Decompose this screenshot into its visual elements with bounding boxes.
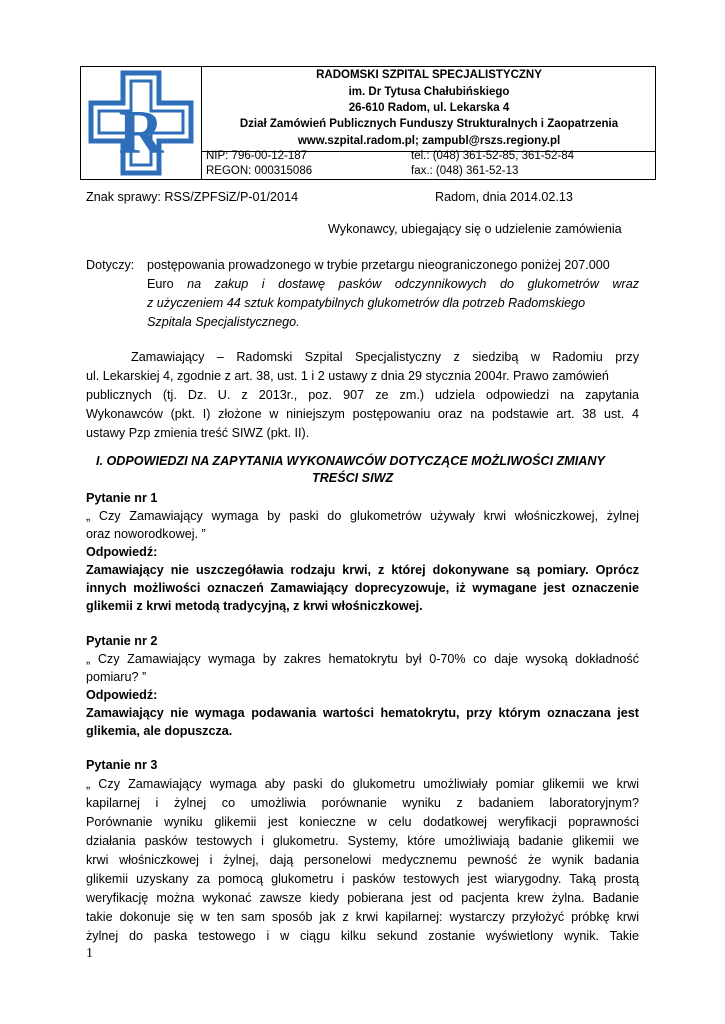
subject-line-2-plain: Euro <box>147 277 188 291</box>
subject-line-3: z użyczeniem 44 sztuk kompatybilnych glukometrów dla potrzeb Radomskiego <box>147 296 586 310</box>
answer-2-text: glikemia, ale dopuszcza. <box>86 724 233 738</box>
hospital-address: 26-610 Radom, ul. Lekarska 4 <box>348 102 510 114</box>
addressee: Wykonawcy, ubiegający się o udzielenie zamówienia <box>328 222 622 236</box>
intro-line: ul. Lekarskiej 4, zgodnie z art. 38, ust. 1 i 2 ustawy z dnia 29 stycznia 2004r. Prawo zamówień <box>86 369 609 383</box>
web-email: www.szpital.radom.pl; zampubl@rszs.regiony.pl <box>297 135 561 147</box>
logo-letter: R <box>118 99 164 167</box>
intro-line: Wykonawców (pkt. I) złożone w niniejszym postępowaniu oraz na podstawie art. 38 ust. 4 <box>86 407 639 421</box>
fax-number: fax.: (048) 361-52-13 <box>411 165 519 177</box>
question-1-text: „ Czy Zamawiający wymaga by paski do glukometrów używały krwi włośniczkowej, żylnej <box>86 509 639 523</box>
question-3-text: weryfikację można wykonać zawsze kiedy pobierana jest od pacjenta krew żylna. Badanie <box>86 891 639 905</box>
question-3-title: Pytanie nr 3 <box>86 758 158 772</box>
answer-1-text: innych możliwości oznaczeń Zamawiający doprecyzowuje, iż wymagane jest oznaczenie <box>86 581 639 595</box>
question-3-text: Porównanie wyniku glikemii jest konieczne w celu dodatkowej weryfikacji poprawności <box>86 815 639 829</box>
subject-line-2-italic: na zakup i dostawę pasków odczynnikowych do glukometrów wraz <box>187 277 639 291</box>
question-2-text: „ Czy Zamawiający wymaga by zakres hematokrytu był 0-70% co daje wysoką dokładność <box>86 652 639 666</box>
hospital-patron: im. Dr Tytusa Chałubińskiego <box>348 86 510 98</box>
question-3-text: działania pasków testowych i glukometru. Systemy, które umożliwiają badanie glikemii we <box>86 834 639 848</box>
answer-2-text: Zamawiający nie wymaga podawania wartości hematokrytu, przy którym oznaczana jest <box>86 706 639 720</box>
section-heading-cont: TREŚCI SIWZ <box>312 471 394 485</box>
subject-line-4: Szpitala Specjalistycznego. <box>147 315 300 329</box>
question-1-title: Pytanie nr 1 <box>86 491 158 505</box>
hospital-logo <box>81 67 202 179</box>
question-2-text: pomiaru? ” <box>86 670 147 684</box>
intro-line: Zamawiający – Radomski Szpital Specjalistyczny z siedzibą w Radomiu przy <box>131 350 639 364</box>
regon-number: REGON: 000315086 <box>206 165 313 177</box>
question-3-text: „ Czy Zamawiający wymaga aby paski do glukometru umożliwiały pomiar glikemii we krwi <box>86 777 639 791</box>
answer-2-label: Odpowiedź: <box>86 688 158 702</box>
case-number: Znak sprawy: RSS/ZPFSiZ/P-01/2014 <box>86 190 299 204</box>
subject-line-1: postępowania prowadzonego w trybie przetargu nieograniczonego poniżej 207.000 <box>147 258 610 272</box>
letterhead <box>80 66 656 180</box>
answer-1-text: Zamawiający nie uszczegóławia rodzaju krwi, z której dokonywane są pomiary. Oprócz <box>86 563 639 577</box>
intro-line: ustawy Pzp zmienia treść SIWZ (pkt. II). <box>86 426 310 440</box>
department-name: Dział Zamówień Publicznych Funduszy Strukturalnych i Zaopatrzenia <box>239 118 619 130</box>
subject-label: Dotyczy: <box>86 258 135 272</box>
section-heading: I. ODPOWIEDZI NA ZAPYTANIA WYKONAWCÓW DOTYCZĄCE MOŻLIWOŚCI ZMIANY <box>96 454 605 468</box>
question-3-text: krwi włośniczkowej i żylnej, dają personelowi medycznemu pewność że wynik badania <box>86 853 639 867</box>
hospital-cross-logo-icon <box>85 69 197 177</box>
intro-line: publicznych (tj. Dz. U. z 2013r., poz. 907 ze zm.) udziela odpowiedzi na zapytania <box>86 388 639 402</box>
hospital-name: RADOMSKI SZPITAL SPECJALISTYCZNY <box>316 69 542 81</box>
nip-number: NIP: 796-00-12-187 <box>206 150 308 162</box>
question-3-text: takie dokonuje się w ten sam sposób jak z krwi kapilarnej: wystarczy przyłożyć próbkę krwi <box>86 910 639 924</box>
subject-line-2 <box>147 275 639 294</box>
question-3-text: kapilarnej i żylnej co umożliwia porównanie wyniku z badaniem laboratoryjnym? <box>86 796 639 810</box>
question-3-text: żylnej do paska testowego i w ciągu kilku sekund zostanie wyświetlony wynik. Takie <box>86 929 639 943</box>
question-1-text: oraz noworodkowej. ” <box>86 527 206 541</box>
phone-numbers: tel.: (048) 361-52-85, 361-52-84 <box>411 150 575 162</box>
answer-1-label: Odpowiedź: <box>86 545 158 559</box>
place-date: Radom, dnia 2014.02.13 <box>435 190 573 204</box>
page-number: 1 <box>86 946 93 961</box>
answer-1-text: glikemii z krwi metodą tradycyjną, z krwi włośniczkowej. <box>86 599 423 613</box>
question-2-title: Pytanie nr 2 <box>86 634 158 648</box>
question-3-text: glikemii uzyskany za pomocą glukometru i pasków testowych jest wiarygodny. Taką prostą <box>86 872 639 886</box>
